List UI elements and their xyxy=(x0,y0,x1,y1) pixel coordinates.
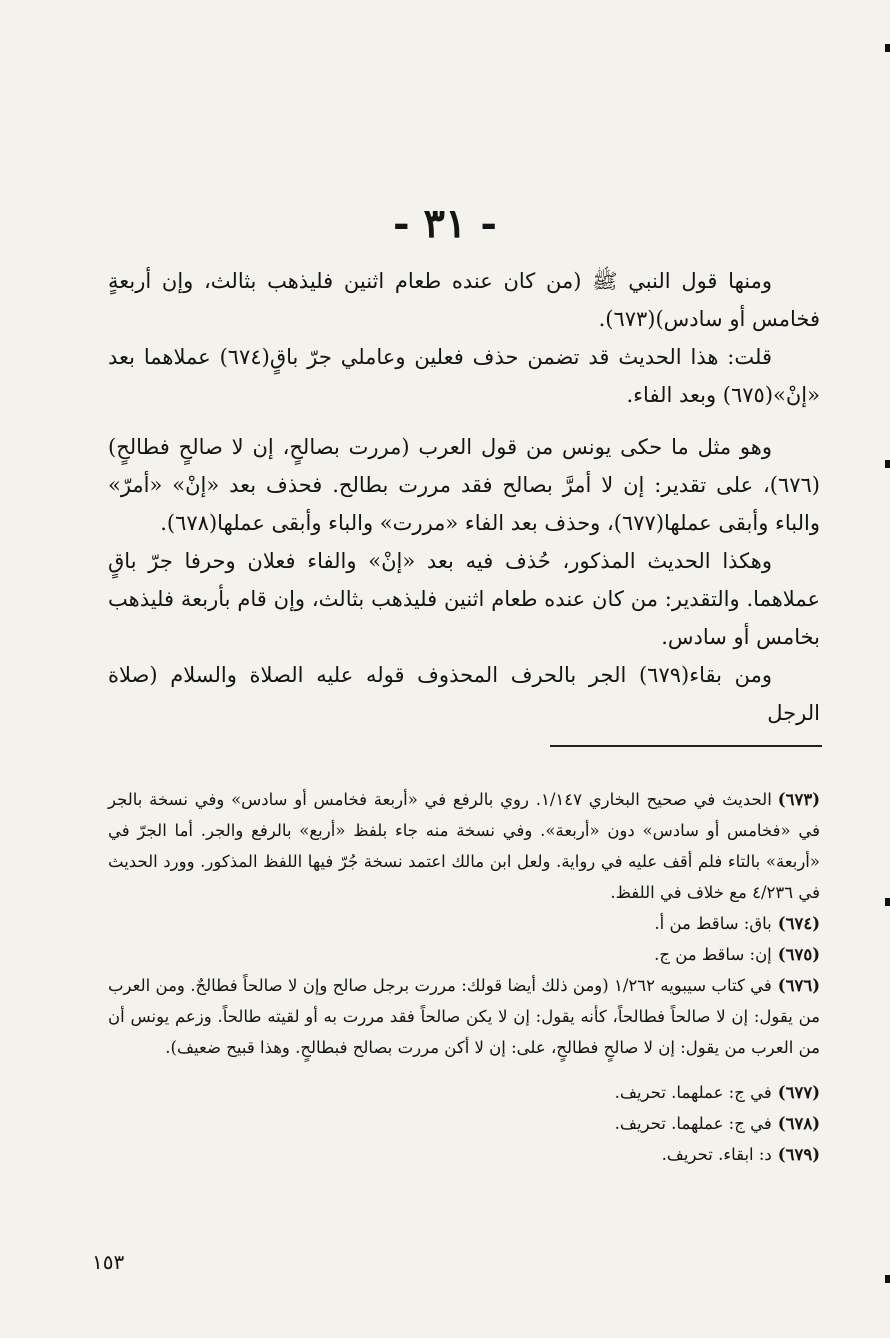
footnote-separator xyxy=(550,745,822,747)
paragraph: ومن بقاء(٦٧٩) الجر بالحرف المحذوف قوله عليه الصلاة والسلام (صلاة الرجل xyxy=(108,663,820,725)
paragraph: قلت: هذا الحديث قد تضمن حذف فعلين وعاملي جرّ باقٍ(٦٧٤) عملاهما بعد «إنْ»(٦٧٥) وبعد الفاء. xyxy=(108,345,820,407)
scan-edge-mark xyxy=(885,898,890,906)
scan-edge-mark xyxy=(885,1275,890,1283)
footnote xyxy=(108,1077,820,1108)
footnote-number: (٦٧٤) xyxy=(777,914,820,933)
section-heading: - ٣١ - xyxy=(392,200,498,247)
footnote-text: في ج: عملهما. تحريف. xyxy=(614,1114,772,1133)
footnote xyxy=(108,908,820,939)
main-text xyxy=(108,262,820,732)
scan-edge-mark xyxy=(885,460,890,468)
footnote-text: في كتاب سيبويه ١/٢٦٢ (ومن ذلك أيضا قولك: مررت برجل صالح وإن لا صالحاً فطالحٌ. ومن العرب من يقول: إن لا صالحاً فطالحاً، كأنه يقول: إن لا يكن صالحاً فقد مررت به أو لقيته طالحاً. وزعم يونس أن من العرب من يقول: إن لا صالحٍ فطالحٍ، على: إن لا أكن مررت بصالح فبطالحٍ. وهذا قبيح ضعيف). xyxy=(108,976,820,1057)
footnote-number: (٦٧٣) xyxy=(777,790,821,809)
footnote-number: (٦٧٨) xyxy=(777,1114,820,1133)
paragraph: وهكذا الحديث المذكور، حُذف فيه بعد «إنْ» والفاء فعلان وحرفا جرّ باقٍ عملاهما. والتقدير: من كان عنده طعام اثنين فليذهب بثالث، وإن قام بأربعة فليذهب بخامس أو سادس. xyxy=(108,549,820,649)
footnote-number: (٦٧٦) xyxy=(777,976,820,995)
scan-edge-mark xyxy=(885,44,890,52)
footnote xyxy=(108,1108,820,1139)
footnote xyxy=(108,1139,820,1170)
paragraph: وهو مثل ما حكى يونس من قول العرب (مررت بصالحٍ، إن لا صالحٍ فطالحٍ)(٦٧٦)، على تقدير: إن لا أمرَّ بصالح فقد مررت بطالح. فحذف بعد «إنْ» «أمرّ» والباء وأبقى عملها(٦٧٧)، وحذف بعد الفاء «مررت» والباء وأبقى عملها(٦٧٨). xyxy=(108,435,820,535)
footnote xyxy=(108,970,820,1063)
footnote-text: إن: ساقط من ج. xyxy=(654,945,772,964)
footnote-text: د: ابقاء. تحريف. xyxy=(661,1145,772,1164)
footnote-number: (٦٧٥) xyxy=(777,945,820,964)
footnote-text: باق: ساقط من أ. xyxy=(654,914,772,933)
footnote-number: (٦٧٧) xyxy=(777,1083,820,1102)
footnotes xyxy=(108,784,820,1170)
footnote-text: في ج: عملهما. تحريف. xyxy=(614,1083,772,1102)
footnote-number: (٦٧٩) xyxy=(777,1145,820,1164)
paragraph: ومنها قول النبي ﷺ (من كان عنده طعام اثنين فليذهب بثالث، وإن أربعةٍ فخامس أو سادس)(٦٧٣). xyxy=(108,269,820,331)
page-number: ١٥٣ xyxy=(92,1250,125,1274)
footnote xyxy=(108,939,820,970)
footnote xyxy=(108,784,820,908)
footnote-text: الحديث في صحيح البخاري ١/١٤٧. روي بالرفع في «أربعة فخامس أو سادس» وفي نسخة بالجر في «فخامس أو سادس» دون «أربعة». وفي نسخة منه جاء بلفظ «أربع» بالرفع والجر. أما الجرّ في «أربعة» بالتاء فلم أقف عليه في رواية. ولعل ابن مالك اعتمد نسخة جُرّ فيها اللفظ المذكور. وورد الحديث في ٤/٢٣٦ مع خلاف في اللفظ. xyxy=(108,790,820,902)
